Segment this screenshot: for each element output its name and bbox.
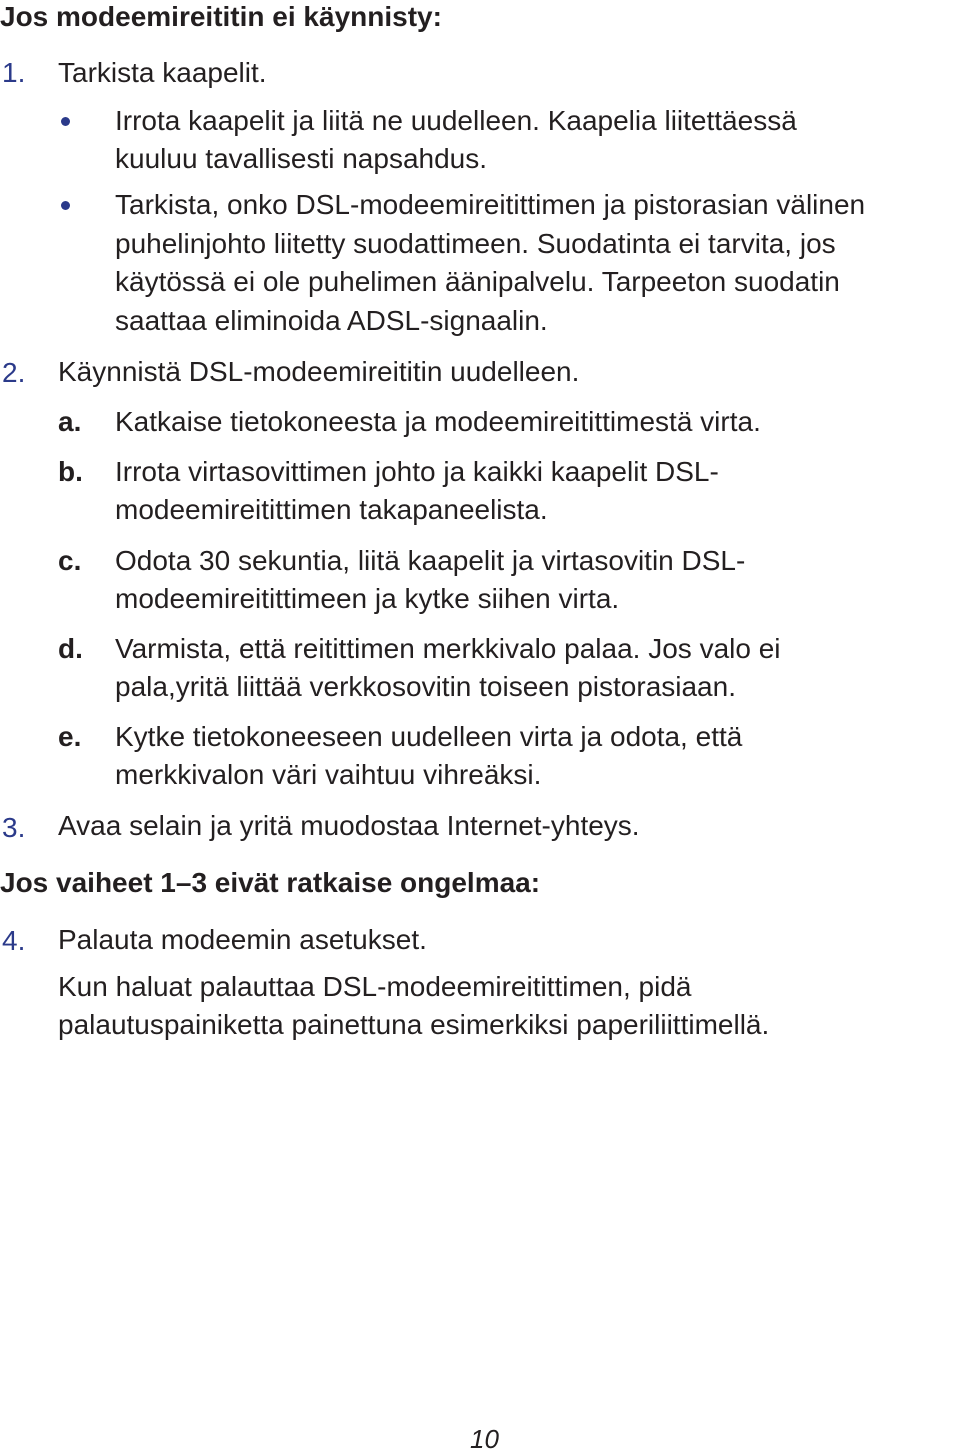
step-4-body-line-1: Kun haluat palauttaa DSL-modeemireitittimen, pidä [58,971,692,1002]
bullet-1-line-1: Irrota kaapelit ja liitä ne uudelleen. Kaapelia liitettäessä [115,105,797,136]
step-1-number: 1. [2,57,26,88]
step-4-body-line-2: palautuspainiketta painettuna esimerkiksi paperiliittimellä. [58,1009,770,1040]
substep-b-line-1: Irrota virtasovittimen johto ja kaikki kaapelit DSL- [115,456,719,487]
bullet-2-line-1: Tarkista, onko DSL-modeemireitittimen ja pistorasian välinen [115,189,866,220]
step-2-number: 2. [2,357,26,388]
bullet-2-line-3: käytössä ei ole puhelimen äänipalvelu. Tarpeeton suodatin [115,266,840,297]
substep-a-letter: a. [58,406,82,437]
step-2-text: Käynnistä DSL-modeemireititin uudelleen. [58,356,580,387]
step-3-number: 3. [2,812,26,843]
substep-e-letter: e. [58,721,82,752]
substep-d-line-1: Varmista, että reitittimen merkkivalo palaa. Jos valo ei [115,633,781,664]
substep-e-line-2: merkkivalon väri vaihtuu vihreäksi. [115,759,542,790]
bullet-2-line-4: saattaa eliminoida ADSL-signaalin. [115,305,548,336]
bullet-1-line-2: kuuluu tavallisesti napsahdus. [115,143,488,174]
substep-d-line-2: pala,yritä liittää verkkosovitin toiseen pistorasiaan. [115,671,736,702]
step-3-text: Avaa selain ja yritä muodostaa Internet-yhteys. [58,810,640,841]
substep-d-letter: d. [58,633,83,664]
section-heading-fallback: Jos vaiheet 1–3 eivät ratkaise ongelmaa: [0,867,541,898]
page-number: 10 [470,1424,499,1454]
substep-b-line-2: modeemireitittimen takapaneelista. [115,494,548,525]
bullet-dot [61,117,70,126]
substep-b-letter: b. [58,456,83,487]
step-4-text: Palauta modeemin asetukset. [58,924,427,955]
step-1-text: Tarkista kaapelit. [58,57,267,88]
bullet-2-line-2: puhelinjohto liitetty suodattimeen. Suodatinta ei tarvita, jos [115,228,836,259]
step-4-number: 4. [2,925,26,956]
bullet-dot [61,201,70,210]
section-heading-start: Jos modeemireititin ei käynnisty: [0,1,442,32]
substep-c-letter: c. [58,545,82,576]
substep-c-line-1: Odota 30 sekuntia, liitä kaapelit ja virtasovitin DSL- [115,545,746,576]
substep-c-line-2: modeemireitittimeen ja kytke siihen virta. [115,583,620,614]
substep-a-line-1: Katkaise tietokoneesta ja modeemireitittimestä virta. [115,406,761,437]
substep-e-line-1: Kytke tietokoneeseen uudelleen virta ja odota, että [115,721,743,752]
